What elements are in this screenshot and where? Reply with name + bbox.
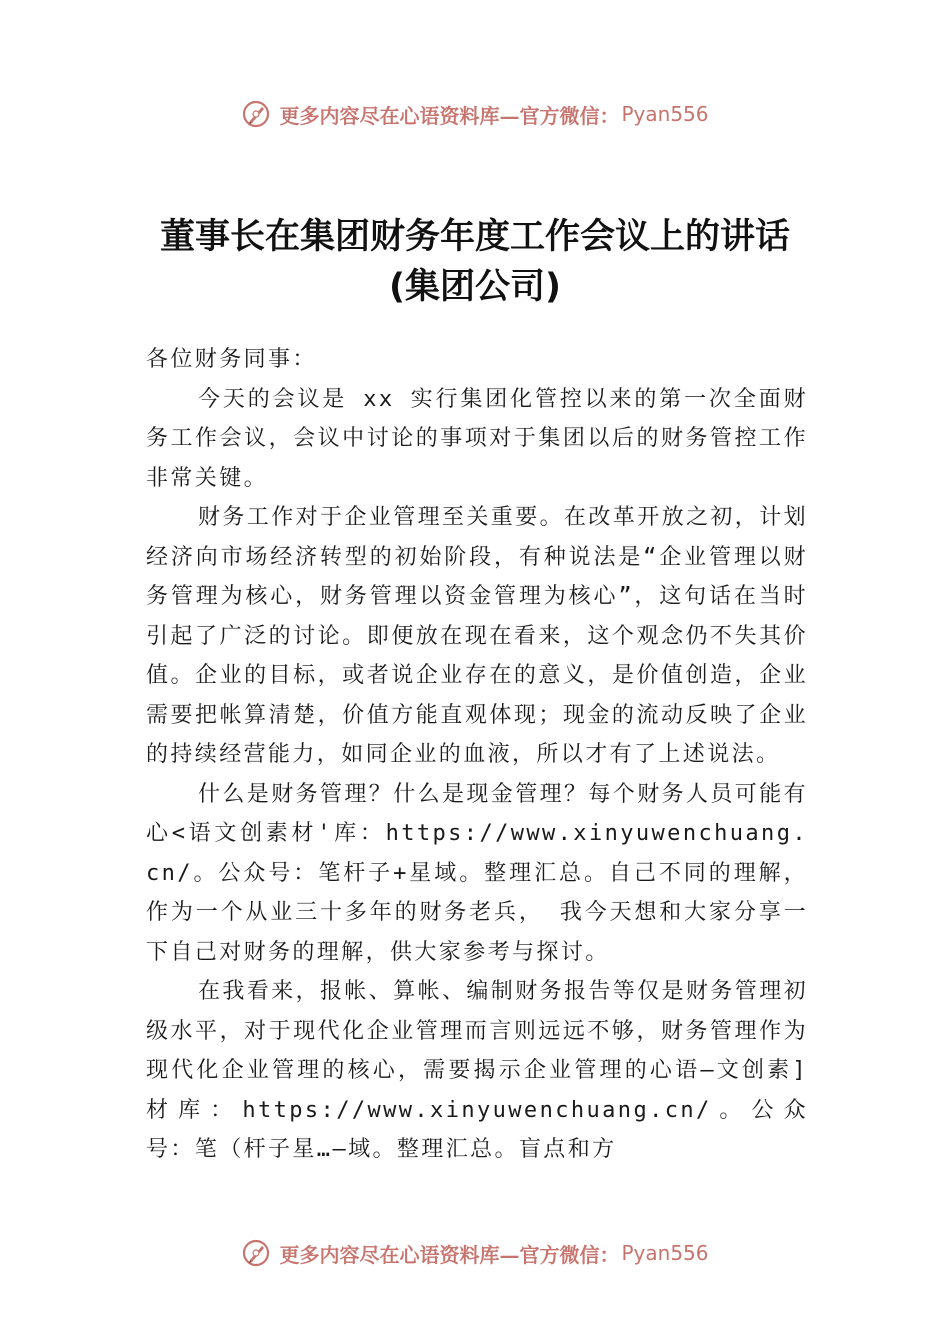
banner-text: 更多内容尽在心语资料库—官方微信： [279, 103, 620, 128]
footer-banner [0, 1233, 950, 1273]
title-line-1: 董事长在集团财务年度工作会议上的讲话 [159, 217, 790, 257]
paragraph-3: 什么是财务管理？什么是现金管理？每个财务人员可能有心<语文创素材'库：https://www.xinyuwenchuang.cn/。公众号：笔杆子+星域。整理汇总。自己不同的理解，作为一个从业三十多年的财务老兵， 我今天想和大家分享一下自己对财务的理解，供大家参考与探讨。 [146, 781, 809, 965]
pen-logo-icon [241, 99, 271, 129]
document-title [0, 212, 950, 312]
banner-wechat-id: Pyan556 [621, 102, 709, 126]
pen-logo-icon [241, 1238, 271, 1268]
banner-text: 更多内容尽在心语资料库—官方微信： [279, 1242, 620, 1267]
salutation: 各位财务同事： [146, 347, 317, 372]
paragraph-4: 在我看来，报帐、算帐、编制财务报告等仅是财务管理初级水平，对于现代化企业管理而言则远远不够，财务管理作为现代化企业管理的核心，需要揭示企业管理的心语—文创素]材库：https://www.xinyuwenchuang.cn/。公众号：笔（杆子星…—域。整理汇总。盲点和方 [146, 979, 809, 1162]
header-banner [0, 94, 950, 134]
paragraph-1: 今天的会议是 xx 实行集团化管控以来的第一次全面财务工作会议，会议中讨论的事项对于集团以后的财务管控工作非常关键。 [146, 386, 808, 491]
document-body [146, 340, 808, 1170]
paragraph-2: 财务工作对于企业管理至关重要。在改革开放之初，计划经济向市场经济转型的初始阶段，有种说法是“企业管理以财务管理为核心，财务管理以资金管理为核心”，这句话在当时引起了广泛的讨论。即便放在现在看来，这个观念仍不失其价值。企业的目标，或者说企业存在的意义，是价值创造，企业需要把帐算清楚，价值方能直观体现；现金的流动反映了企业的持续经营能力，如同企业的血液，所以才有了上述说法。 [146, 505, 809, 767]
title-line-2: (集团公司) [389, 267, 561, 307]
banner-wechat-id: Pyan556 [621, 1241, 709, 1265]
